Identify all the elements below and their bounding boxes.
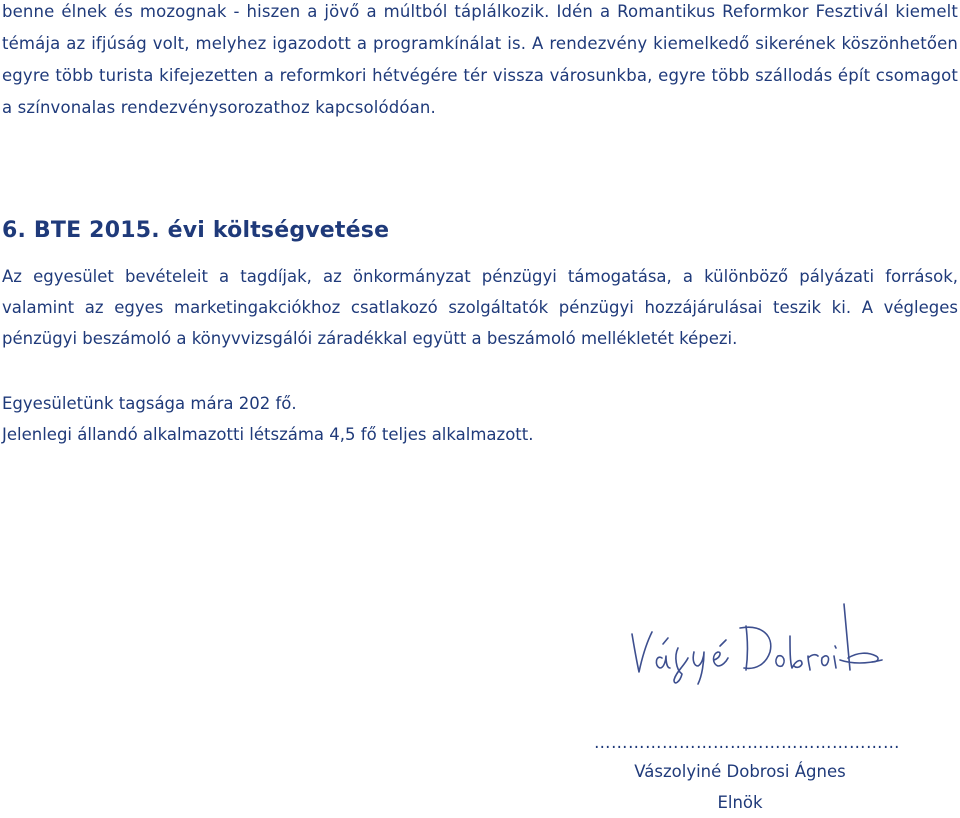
signature-dotted-line: ………………………………………………: [594, 733, 900, 752]
intro-paragraph: benne élnek és mozognak - hiszen a jövő a múltból táplálkozik. Idén a Romantikus Reformkor Fesztivál kiemelt témája az ifjúság volt, melyhez igazodott a programkínálat is. A rendezvény kiemelkedő sikerének köszönhetően egyre több turista kifejezetten a reformkori hétvégére tér vissza városunkba, egyre több szállodás épít csomagot a színvonalas rendezvénysorozathoz kapcsolódóan.: [2, 2, 958, 117]
signer-name: Vászolyiné Dobrosi Ágnes: [634, 762, 846, 781]
handwritten-signature: [622, 596, 884, 688]
signature-block: [580, 730, 900, 818]
staff-line: Jelenlegi állandó alkalmazotti létszáma 4,5 fő teljes alkalmazott.: [2, 425, 534, 444]
membership-line: Egyesületünk tagsága mára 202 fő.: [2, 394, 297, 413]
budget-paragraph: Az egyesület bevételeit a tagdíjak, az önkormányzat pénzügyi támogatása, a különböző pályázati források, valamint az egyes marketingakciókhoz csatlakozó szolgáltatók pénzügyi hozzájárulásai teszik ki. A végleges pénzügyi beszámoló a könyvvizsgálói záradékkal együtt a beszámoló mellékletét képezi.: [2, 267, 958, 348]
signer-role: Elnök: [717, 793, 763, 812]
section-heading: 6. BTE 2015. évi költségvetése: [2, 218, 390, 243]
